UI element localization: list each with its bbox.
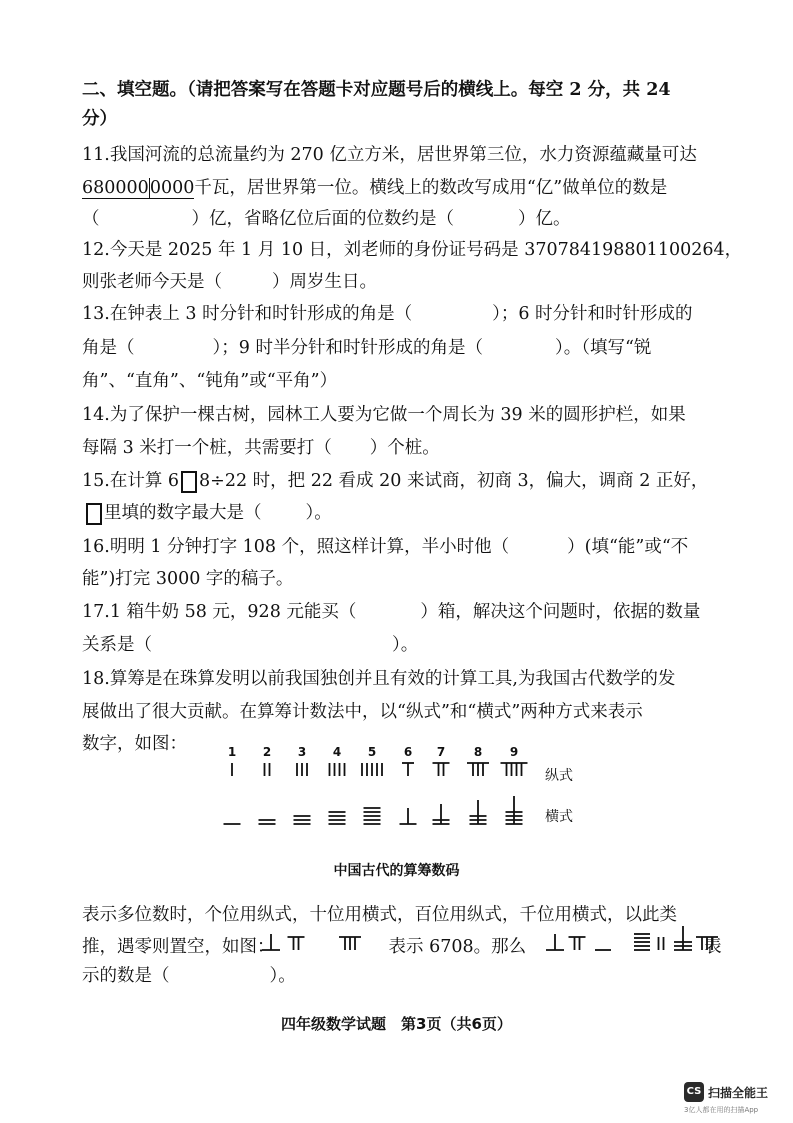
q12-line2: 则张老师今天是（ ）周岁生日。 bbox=[82, 272, 377, 292]
page-footer: 四年级数学试题 第3页（共6页） bbox=[281, 1015, 512, 1033]
rod-digit-label: 9 bbox=[509, 745, 519, 759]
q18-line2: 展做出了很大贡献。在算筹计数法中，以“纵式”和“横式”两种方式来表示 bbox=[82, 702, 643, 722]
rod-digit-label: 6 bbox=[403, 745, 413, 759]
vertical-form-label: 纵式 bbox=[545, 768, 573, 784]
rod-digit-label: 7 bbox=[436, 745, 446, 759]
q17-line1: 17.1 箱牛奶 58 元，928 元能买（ ）箱，解决这个问题时，依据的数量 bbox=[82, 602, 701, 622]
q15-line1: 15.在计算 6 8÷22 时，把 22 看成 20 来试商，初商 3，偏大，调商 2 正好， bbox=[82, 471, 709, 491]
vertical-rods bbox=[232, 763, 528, 776]
rod-digit-label: 8 bbox=[473, 745, 483, 759]
q13-line1: 13.在钟表上 3 时分针和时针形成的角是（ ）；6 时分针和时针形成的 bbox=[82, 304, 693, 324]
q11-line2: 6800000000千瓦，居世界第一位。横线上的数改写成用“亿”做单位的数是 bbox=[82, 178, 668, 198]
q18-para-line1: 表示多位数时，个位用纵式，十位用横式，百位用纵式，千位用横式，以此类 bbox=[82, 905, 677, 925]
horizontal-rods bbox=[224, 796, 523, 824]
q17-line2: 关系是（ ）。 bbox=[82, 635, 419, 655]
digit-box bbox=[86, 503, 102, 525]
figure-caption: 中国古代的算筹数码 bbox=[333, 863, 460, 879]
q18-line3: 数字，如图： bbox=[82, 734, 187, 754]
watermark-subtitle: 3亿人都在用的扫描App bbox=[684, 1106, 759, 1114]
camscanner-logo: CS bbox=[684, 1082, 704, 1102]
section-title-cont: 分） bbox=[82, 109, 117, 129]
q16-line2: 能”)打完 3000 字的稿子。 bbox=[82, 569, 294, 589]
q18-line1: 18.算筹是在珠算发明以前我国独创并且有效的计算工具,为我国古代数学的发 bbox=[82, 669, 676, 689]
q11-number: 6800000000 bbox=[82, 178, 195, 198]
q18-para-line3: 示的数是（ ）。 bbox=[82, 966, 296, 986]
q11-line1: 11.我国河流的总流量约为 270 亿立方米，居世界第三位，水力资源蕴藏量可达 bbox=[82, 145, 697, 165]
q14-line1: 14.为了保护一棵古树，园林工人要为它做一个周长为 39 米的圆形护栏，如果 bbox=[82, 405, 686, 425]
rod-digit-label: 3 bbox=[297, 745, 307, 759]
q18-para-line2: 推，遇零则置空，如图： 表示 6708。那么 表 bbox=[82, 937, 722, 957]
q15-line2: 里填的数字最大是（ ）。 bbox=[82, 501, 762, 525]
rod-digit-label: 1 bbox=[227, 745, 237, 759]
q11-line3: （ ）亿，省略亿位后面的位数约是（ ）亿。 bbox=[82, 209, 571, 229]
rod-digit-label: 5 bbox=[367, 745, 377, 759]
digit-box bbox=[181, 471, 197, 493]
rod-digit-label: 4 bbox=[332, 745, 342, 759]
q16-line1: 16.明明 1 分钟打字 108 个，照这样计算，半小时他（ ）(填“能”或“不 bbox=[82, 537, 689, 557]
watermark-title: 扫描全能王 bbox=[708, 1086, 769, 1100]
section-title: 二、填空题。（请把答案写在答题卡对应题号后的横线上。每空 2 分，共 24 bbox=[82, 80, 671, 100]
q14-line2: 每隔 3 米打一个桩，共需要打（ ）个桩。 bbox=[82, 438, 440, 458]
q13-line2: 角是（ ）；9 时半分针和时针形成的角是（ ）。（填写“锐 bbox=[82, 338, 652, 358]
q13-line3: 角”、“直角”、“钝角”或“平角”） bbox=[82, 371, 338, 391]
rod-digit-label: 2 bbox=[262, 745, 272, 759]
scanner-watermark bbox=[684, 1082, 788, 1118]
horizontal-form-label: 横式 bbox=[545, 809, 573, 825]
q12-line1: 12.今天是 2025 年 1 月 10 日，刘老师的身份证号码是 370784198801100264， bbox=[82, 240, 743, 260]
